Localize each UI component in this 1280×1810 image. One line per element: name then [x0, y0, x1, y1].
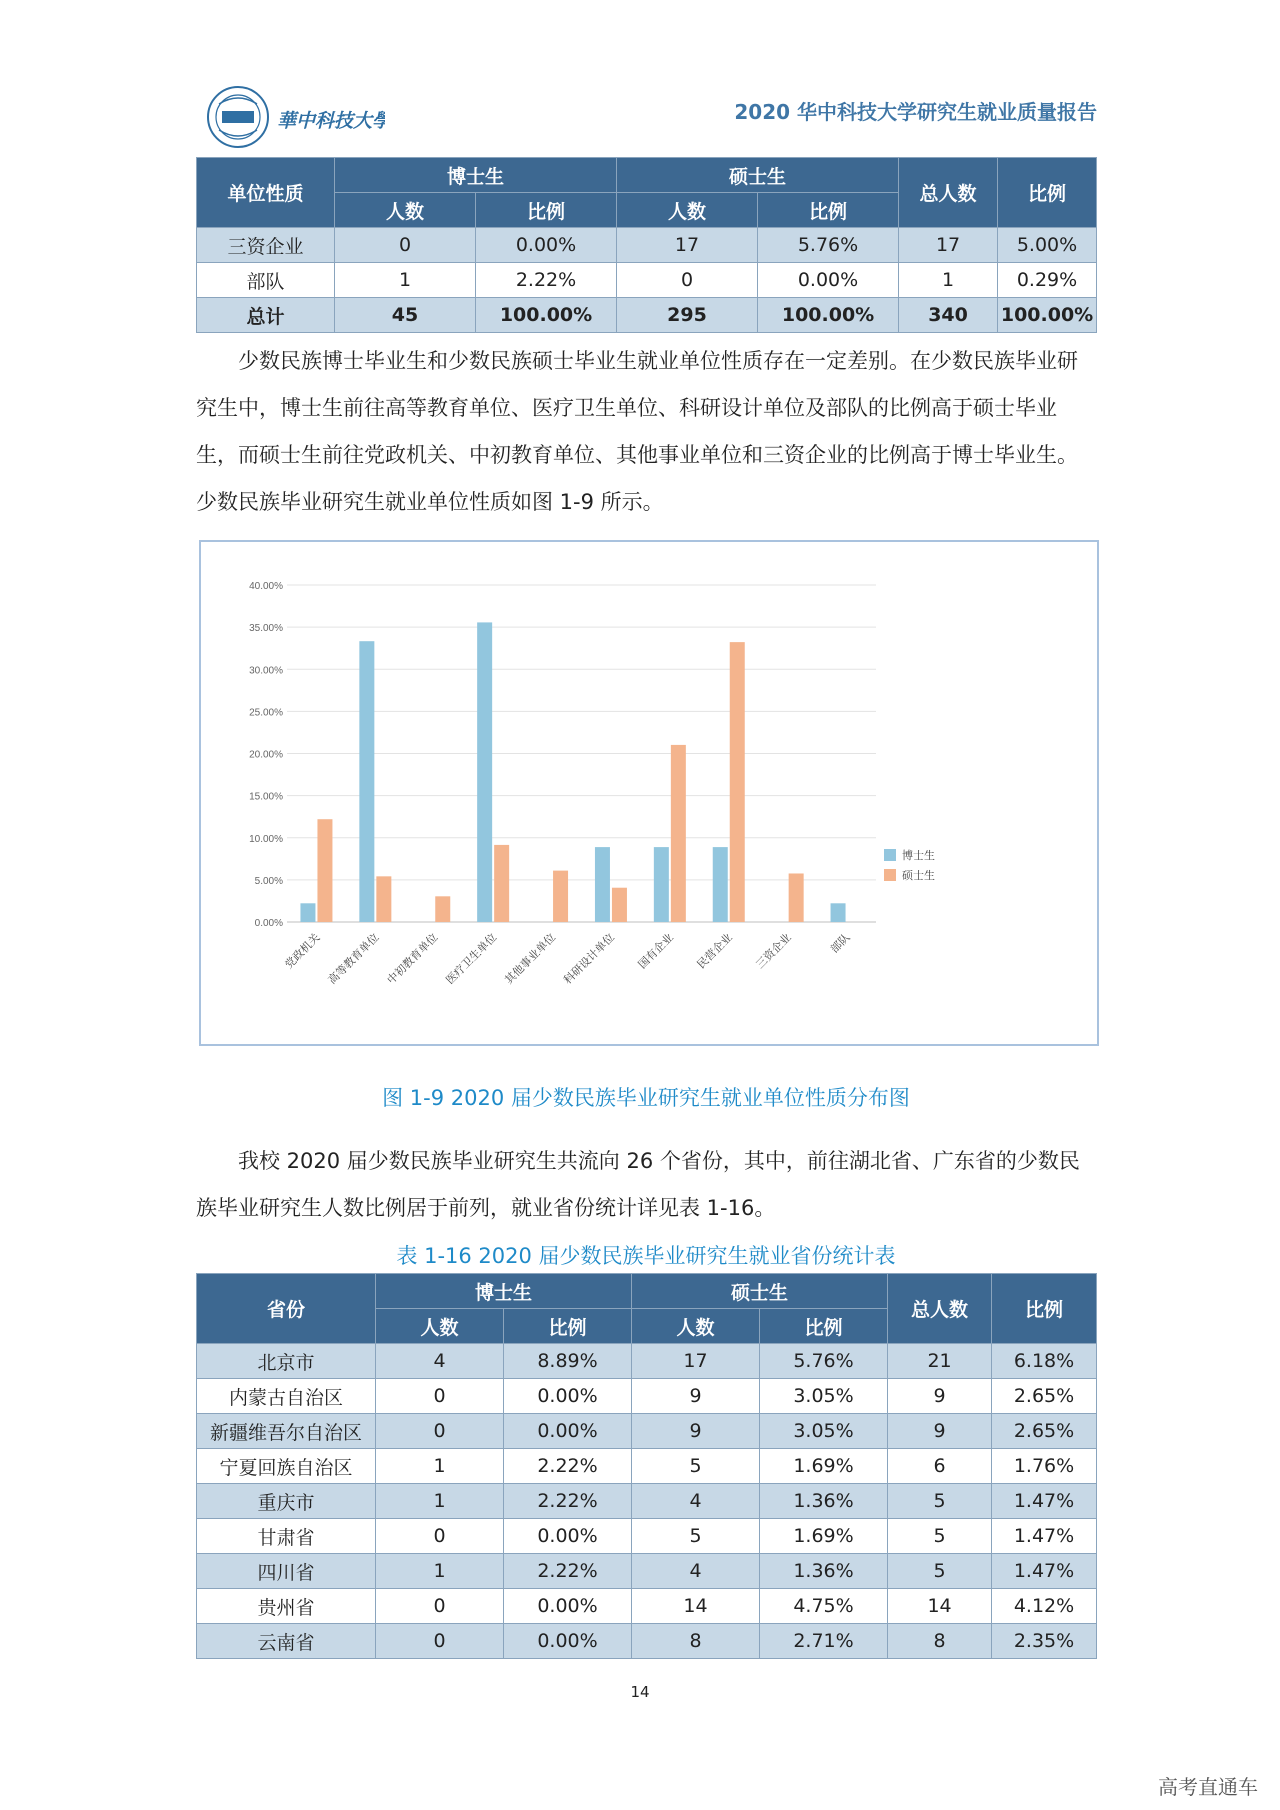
cell-name: 四川省 — [197, 1554, 376, 1589]
cell-master-count: 9 — [632, 1379, 760, 1414]
cell-name: 新疆维吾尔自治区 — [197, 1414, 376, 1449]
cell-total-count: 9 — [888, 1379, 992, 1414]
bar-master — [730, 642, 745, 922]
cell-doctoral-pct: 2.22% — [504, 1554, 632, 1589]
header-doctoral-count: 人数 — [335, 193, 476, 228]
header-doctoral-pct: 比例 — [476, 193, 617, 228]
cell-master-count: 4 — [632, 1554, 760, 1589]
report-title: 2020 华中科技大学研究生就业质量报告 — [734, 100, 1097, 124]
bar-master — [376, 876, 391, 922]
cell-master-count: 4 — [632, 1484, 760, 1519]
cell-doctoral-count: 0 — [376, 1519, 504, 1554]
header-master-pct: 比例 — [758, 193, 899, 228]
cell-name: 总计 — [197, 298, 335, 333]
cell-name: 北京市 — [197, 1344, 376, 1379]
table-row — [197, 1414, 1097, 1449]
cell-total-pct: 4.12% — [992, 1589, 1097, 1624]
cell-doctoral-pct: 0.00% — [504, 1519, 632, 1554]
cell-master-pct: 100.00% — [758, 298, 899, 333]
table-row-total — [197, 298, 1097, 333]
bar-master — [435, 896, 450, 922]
cell-total-count: 8 — [888, 1624, 992, 1659]
header-doctoral: 博士生 — [335, 158, 617, 193]
cell-master-pct: 1.69% — [760, 1449, 888, 1484]
bar-master — [671, 745, 686, 922]
y-tick-label: 10.00% — [249, 833, 283, 845]
cell-total-count: 340 — [899, 298, 998, 333]
university-logo — [205, 84, 385, 150]
y-tick-label: 5.00% — [254, 875, 283, 887]
page-number: 14 — [630, 1683, 650, 1701]
x-tick-label: 中初教育单位 — [384, 930, 441, 987]
y-tick-label: 20.00% — [249, 749, 283, 761]
table-caption: 表 1-16 2020 届少数民族毕业研究生就业省份统计表 — [396, 1244, 896, 1268]
bar-doctoral — [477, 622, 492, 922]
header-master: 硕士生 — [632, 1274, 888, 1309]
header-master: 硕士生 — [617, 158, 899, 193]
table-row — [197, 228, 1097, 263]
cell-master-count: 5 — [632, 1519, 760, 1554]
cell-doctoral-count: 0 — [335, 228, 476, 263]
cell-master-count: 17 — [632, 1344, 760, 1379]
cell-doctoral-pct: 0.00% — [504, 1379, 632, 1414]
header-province: 省份 — [197, 1274, 376, 1344]
bar-doctoral — [300, 903, 315, 922]
bar-doctoral — [831, 903, 846, 922]
cell-master-count: 8 — [632, 1624, 760, 1659]
cell-doctoral-pct: 2.22% — [504, 1484, 632, 1519]
cell-doctoral-pct: 2.22% — [504, 1449, 632, 1484]
bar-doctoral — [713, 847, 728, 922]
legend-label: 博士生 — [902, 849, 935, 862]
unit-nature-bar-chart — [201, 542, 1097, 1044]
x-tick-label: 科研设计单位 — [561, 930, 618, 987]
x-tick-label: 部队 — [827, 930, 853, 956]
legend-swatch — [884, 849, 896, 861]
chart-frame — [199, 540, 1099, 1046]
header-doctoral-pct: 比例 — [504, 1309, 632, 1344]
header-ratio: 比例 — [992, 1274, 1097, 1344]
header-master-count: 人数 — [617, 193, 758, 228]
cell-total-count: 17 — [899, 228, 998, 263]
cell-doctoral-pct: 2.22% — [476, 263, 617, 298]
cell-total-count: 14 — [888, 1589, 992, 1624]
table-row — [197, 1379, 1097, 1414]
table-row — [197, 263, 1097, 298]
cell-doctoral-pct: 0.00% — [476, 228, 617, 263]
cell-master-pct: 2.71% — [760, 1624, 888, 1659]
cell-total-count: 5 — [888, 1519, 992, 1554]
cell-master-pct: 3.05% — [760, 1414, 888, 1449]
cell-doctoral-count: 4 — [376, 1344, 504, 1379]
cell-master-pct: 1.69% — [760, 1519, 888, 1554]
header-unit-nature: 单位性质 — [197, 158, 335, 228]
cell-name: 三资企业 — [197, 228, 335, 263]
figure-caption: 图 1-9 2020 届少数民族毕业研究生就业单位性质分布图 — [382, 1086, 910, 1110]
bar-doctoral — [654, 847, 669, 922]
cell-total-count: 5 — [888, 1484, 992, 1519]
header-ratio: 比例 — [998, 158, 1097, 228]
cell-name: 部队 — [197, 263, 335, 298]
cell-master-count: 0 — [617, 263, 758, 298]
cell-name: 甘肃省 — [197, 1519, 376, 1554]
bar-doctoral — [595, 847, 610, 922]
table-row — [197, 1519, 1097, 1554]
cell-total-pct: 1.47% — [992, 1519, 1097, 1554]
cell-total-count: 6 — [888, 1449, 992, 1484]
paragraph-unit-nature: 少数民族博士毕业生和少数民族硕士毕业生就业单位性质存在一定差别。在少数民族毕业研究生中，博士生前往高等教育单位、医疗卫生单位、科研设计单位及部队的比例高于硕士毕业生，而硕士生前往党政机关、中初教育单位、其他事业单位和三资企业的比例高于博士毕业生。少数民族毕业研究生就业单位性质如图 1-9 所示。 — [196, 349, 1078, 514]
y-tick-label: 25.00% — [249, 707, 283, 719]
header-master-count: 人数 — [632, 1309, 760, 1344]
table-row — [197, 1344, 1097, 1379]
unit-nature-table — [196, 157, 1097, 333]
bar-master — [494, 845, 509, 922]
cell-name: 内蒙古自治区 — [197, 1379, 376, 1414]
bar-master — [612, 888, 627, 922]
cell-master-count: 295 — [617, 298, 758, 333]
x-tick-label: 高等教育单位 — [325, 930, 382, 987]
y-tick-label: 40.00% — [249, 581, 283, 592]
watermark: 高考直通车 — [1158, 1775, 1258, 1799]
cell-doctoral-count: 1 — [376, 1554, 504, 1589]
cell-master-count: 14 — [632, 1589, 760, 1624]
header-total: 总人数 — [888, 1274, 992, 1344]
cell-total-count: 1 — [899, 263, 998, 298]
x-tick-label: 三资企业 — [753, 930, 794, 972]
y-tick-label: 15.00% — [249, 791, 283, 803]
x-tick-label: 党政机关 — [282, 930, 323, 972]
cell-total-pct: 0.29% — [998, 263, 1097, 298]
cell-master-pct: 5.76% — [758, 228, 899, 263]
x-tick-label: 医疗卫生单位 — [443, 930, 500, 987]
table-row — [197, 1554, 1097, 1589]
cell-total-pct: 100.00% — [998, 298, 1097, 333]
cell-total-pct: 2.65% — [992, 1414, 1097, 1449]
cell-total-count: 9 — [888, 1414, 992, 1449]
cell-doctoral-count: 1 — [335, 263, 476, 298]
cell-doctoral-pct: 100.00% — [476, 298, 617, 333]
table-row — [197, 1589, 1097, 1624]
x-tick-label: 民营企业 — [694, 930, 735, 972]
cell-doctoral-pct: 8.89% — [504, 1344, 632, 1379]
cell-doctoral-count: 45 — [335, 298, 476, 333]
x-tick-label: 其他事业单位 — [502, 930, 559, 987]
logo-emblem-icon — [205, 84, 385, 150]
y-tick-label: 35.00% — [249, 623, 283, 635]
cell-total-count: 5 — [888, 1554, 992, 1589]
cell-total-pct: 2.35% — [992, 1624, 1097, 1659]
cell-total-pct: 6.18% — [992, 1344, 1097, 1379]
y-tick-label: 0.00% — [254, 918, 283, 929]
legend-label: 硕士生 — [902, 869, 935, 882]
cell-total-pct: 5.00% — [998, 228, 1097, 263]
cell-master-pct: 1.36% — [760, 1554, 888, 1589]
table-row — [197, 1484, 1097, 1519]
cell-master-pct: 0.00% — [758, 263, 899, 298]
logo-text: 華中科技大學 — [277, 110, 385, 132]
cell-name: 宁夏回族自治区 — [197, 1449, 376, 1484]
header-master-pct: 比例 — [760, 1309, 888, 1344]
header-doctoral-count: 人数 — [376, 1309, 504, 1344]
cell-total-count: 21 — [888, 1344, 992, 1379]
legend-swatch — [884, 869, 896, 881]
cell-doctoral-pct: 0.00% — [504, 1414, 632, 1449]
cell-doctoral-pct: 0.00% — [504, 1589, 632, 1624]
cell-doctoral-count: 0 — [376, 1589, 504, 1624]
bar-doctoral — [359, 641, 374, 922]
cell-master-count: 5 — [632, 1449, 760, 1484]
cell-doctoral-count: 0 — [376, 1379, 504, 1414]
cell-doctoral-count: 1 — [376, 1449, 504, 1484]
cell-name: 重庆市 — [197, 1484, 376, 1519]
bar-master — [553, 871, 568, 922]
cell-name: 贵州省 — [197, 1589, 376, 1624]
cell-master-pct: 4.75% — [760, 1589, 888, 1624]
cell-doctoral-count: 0 — [376, 1414, 504, 1449]
table-row — [197, 1624, 1097, 1659]
bar-master — [789, 873, 804, 922]
header-total: 总人数 — [899, 158, 998, 228]
y-tick-label: 30.00% — [249, 665, 283, 677]
cell-total-pct: 1.47% — [992, 1554, 1097, 1589]
header-doctoral: 博士生 — [376, 1274, 632, 1309]
paragraph-provinces: 我校 2020 届少数民族毕业研究生共流向 26 个省份，其中，前往湖北省、广东省的少数民族毕业研究生人数比例居于前列，就业省份统计详见表 1-16。 — [196, 1149, 1080, 1220]
province-table — [196, 1273, 1097, 1659]
cell-total-pct: 2.65% — [992, 1379, 1097, 1414]
cell-master-pct: 1.36% — [760, 1484, 888, 1519]
cell-total-pct: 1.47% — [992, 1484, 1097, 1519]
cell-total-pct: 1.76% — [992, 1449, 1097, 1484]
bar-master — [317, 819, 332, 922]
cell-master-pct: 5.76% — [760, 1344, 888, 1379]
cell-master-pct: 3.05% — [760, 1379, 888, 1414]
cell-master-count: 9 — [632, 1414, 760, 1449]
cell-doctoral-count: 1 — [376, 1484, 504, 1519]
cell-master-count: 17 — [617, 228, 758, 263]
cell-doctoral-pct: 0.00% — [504, 1624, 632, 1659]
cell-doctoral-count: 0 — [376, 1624, 504, 1659]
x-tick-label: 国有企业 — [635, 930, 676, 972]
table-row — [197, 1449, 1097, 1484]
cell-name: 云南省 — [197, 1624, 376, 1659]
